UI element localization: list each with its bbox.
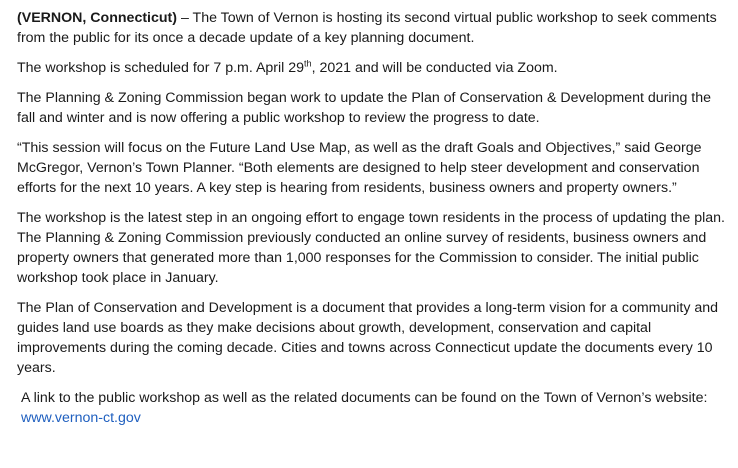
press-release-body [17, 8, 729, 438]
paragraph-process: The workshop is the latest step in an ongoing effort to engage town residents in the process of updating the plan. The Planning & Zoning Commission previously conducted an online survey of residents, business owners and property owners that generated more than 1,000 responses for the Commission to consider. The initial public workshop took place in January. [17, 210, 725, 286]
intro-text: – The Town of Vernon is hosting its second virtual public workshop to seek comments from the public for its once a decade update of a key planning document. [17, 10, 717, 46]
paragraph-commission: The Planning & Zoning Commission began work to update the Plan of Conservation & Development during the fall and winter and is now offering a public workshop to review the progress to date. [17, 90, 712, 126]
paragraph-plan-description: The Plan of Conservation and Development is a document that provides a long-term vision for a community and guides land use boards as they make decisions about growth, development, conservation and capital improvements during the coming decade. Cities and towns across Connecticut update the documents every 10 years. [17, 300, 719, 376]
link-intro-text: A link to the public workshop as well as the related documents can be found on the Town of Vernon’s website: [21, 390, 708, 406]
paragraph-link [17, 388, 729, 428]
paragraph-quote: “This session will focus on the Future Land Use Map, as well as the draft Goals and Objectives,” said George McGregor, Vernon’s Town Planner. “Both elements are designed to help steer development and conservation efforts for the next 10 years. A key step is hearing from residents, business owners and property owners.” [17, 140, 702, 196]
website-link[interactable]: www.vernon-ct.gov [21, 410, 141, 426]
schedule-text-end: , 2021 and will be conducted via Zoom. [311, 60, 558, 76]
ordinal-suffix: th [304, 58, 312, 69]
paragraph-intro [17, 8, 729, 48]
dateline: (VERNON, Connecticut) [17, 10, 178, 26]
paragraph-schedule [17, 58, 729, 78]
schedule-text-start: The workshop is scheduled for 7 p.m. April 29 [17, 60, 305, 76]
